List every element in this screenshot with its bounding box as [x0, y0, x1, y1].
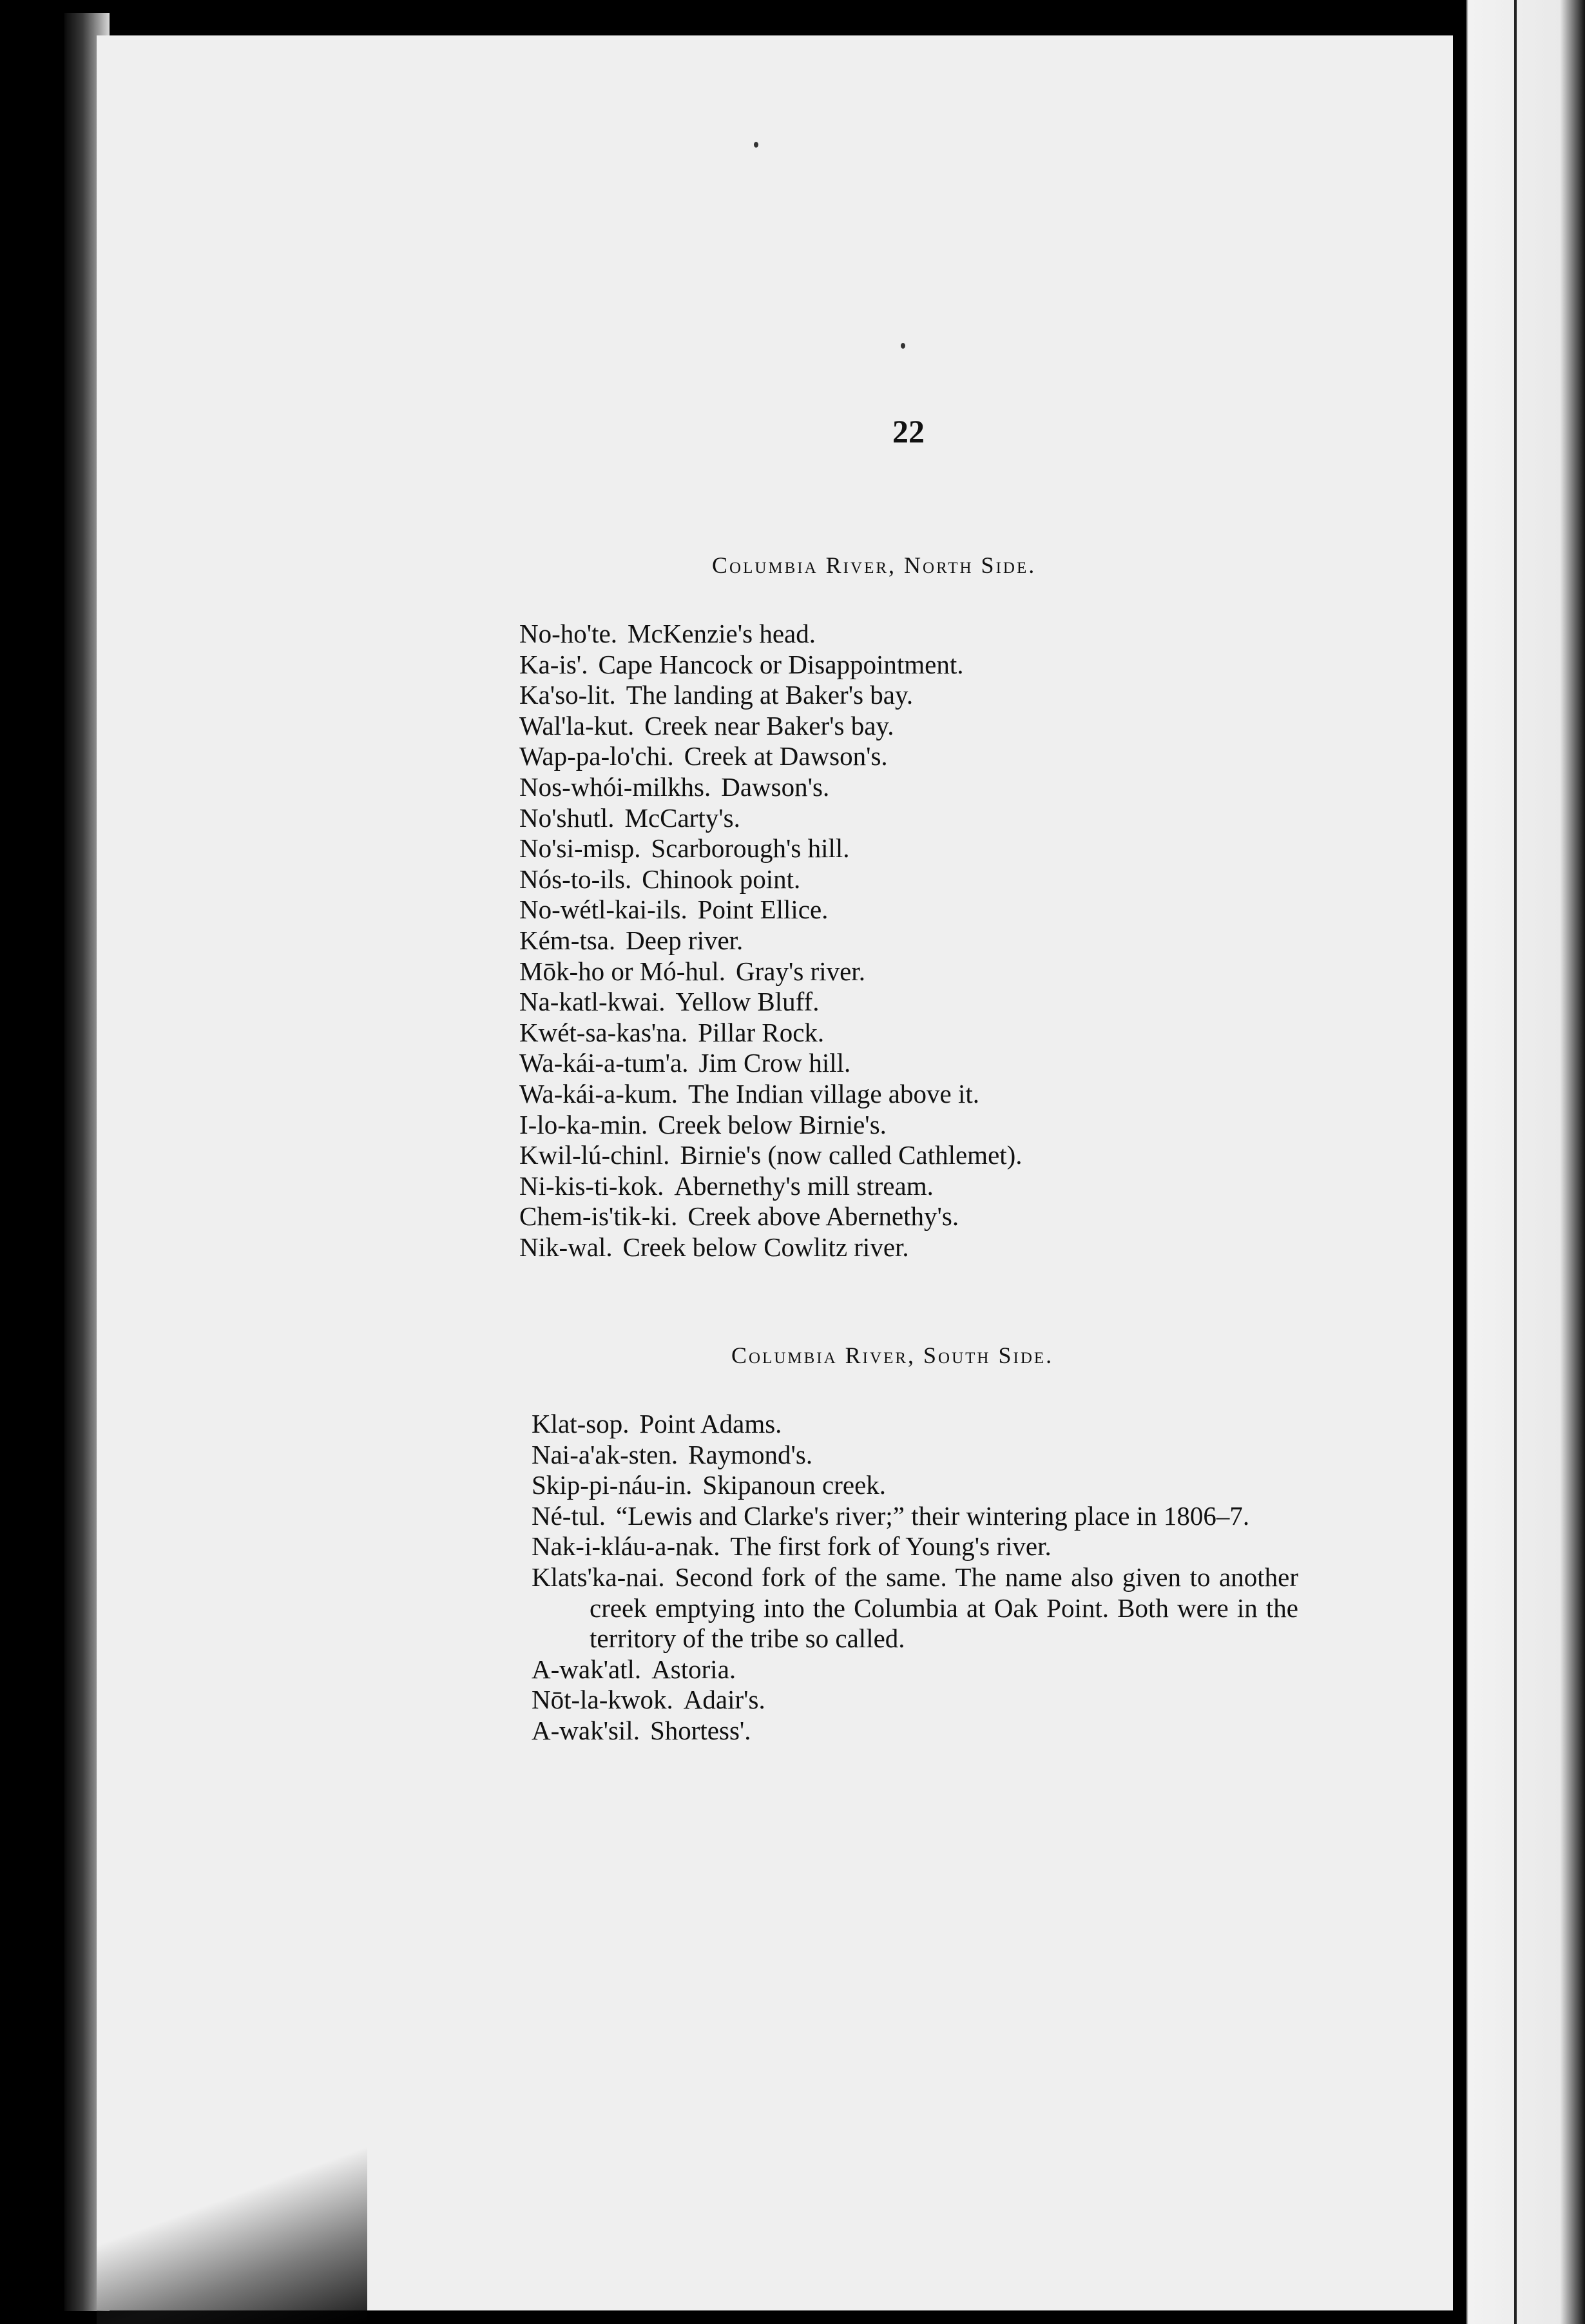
place-name-term: Nik-wal. [519, 1232, 613, 1262]
place-name-gloss: Astoria. [651, 1654, 736, 1684]
place-name-gloss: Point Adams. [639, 1409, 782, 1438]
place-name-entry [532, 1501, 1298, 1532]
place-name-gloss: Scarborough's hill. [651, 833, 850, 864]
place-name-entry [532, 1562, 1298, 1654]
place-name-entry [532, 1470, 1298, 1501]
place-name-term: Ka'so-lit. [519, 680, 616, 710]
place-name-term: Nōt-la-kwok. [532, 1685, 673, 1715]
place-name-entry [532, 1440, 1298, 1471]
place-name-gloss: Yellow Bluff. [675, 987, 820, 1017]
place-name-gloss: Creek above Abernethy's. [687, 1201, 959, 1232]
place-name-entry [519, 1018, 1023, 1049]
place-name-entry [519, 895, 1023, 925]
place-name-term: Nai-a'ak-sten. [532, 1439, 678, 1469]
place-name-term: Klats'ka-nai. [532, 1562, 665, 1592]
page-corner-fold [97, 2127, 367, 2324]
place-name-gloss: Chinook point. [642, 864, 801, 894]
place-name-entry [519, 803, 1023, 834]
place-name-gloss: Creek below Birnie's. [658, 1109, 887, 1139]
place-name-term: Klat-sop. [532, 1409, 629, 1438]
place-name-gloss: Birnie's (now called Cathlemet). [680, 1140, 1023, 1170]
place-name-term: Nos-whói-milkhs. [519, 771, 711, 802]
place-name-entry [519, 987, 1023, 1018]
place-name-term: Wa-kái-a-kum. [519, 1078, 678, 1109]
place-name-term: Wap-pa-lo'chi. [519, 741, 674, 771]
place-name-gloss: Dawson's. [721, 771, 830, 802]
place-name-gloss: Deep river. [626, 925, 744, 955]
place-name-term: Skip-pi-náu-in. [532, 1470, 693, 1500]
place-name-gloss: Creek below Cowlitz river. [622, 1232, 909, 1262]
place-name-term: A-wak'atl. [532, 1654, 642, 1684]
place-name-term: Wal'la-kut. [519, 710, 635, 741]
scan-speck [754, 142, 758, 148]
place-name-entry [519, 1048, 1023, 1079]
place-name-term: Mōk-ho or Mó-hul. [519, 956, 726, 986]
place-name-gloss: Creek near Baker's bay. [644, 710, 894, 741]
place-name-entry [519, 864, 1023, 895]
place-name-entry [532, 1654, 1298, 1685]
place-name-entry [519, 711, 1023, 742]
scan-speck [901, 343, 905, 349]
place-name-term: Kém-tsa. [519, 925, 616, 955]
place-name-entry [519, 1232, 1023, 1263]
place-name-entry [519, 956, 1023, 987]
place-name-entry [519, 741, 1023, 772]
place-name-term: No'shutl. [519, 802, 615, 833]
place-name-term: Ka-is'. [519, 649, 588, 679]
place-name-gloss: The Indian village above it. [688, 1078, 979, 1109]
place-name-term: Ni-kis-ti-kok. [519, 1170, 664, 1201]
place-name-term: No'si-misp. [519, 833, 641, 864]
place-name-gloss: Raymond's. [688, 1439, 813, 1469]
place-name-entry [532, 1685, 1298, 1716]
place-name-gloss: McCarty's. [624, 802, 740, 833]
north-side-list [519, 619, 1023, 1263]
place-name-entry [519, 1140, 1023, 1171]
place-name-entry [532, 1716, 1298, 1747]
place-name-gloss: Second fork of the same. The name also given to another creek emptying into the Columbia at Oak Point. Both were in the territory of the tribe so called. [590, 1562, 1298, 1654]
place-name-term: Nós-to-ils. [519, 864, 632, 894]
place-name-gloss: Skipanoun creek. [702, 1470, 887, 1500]
place-name-gloss: “Lewis and Clarke's river;” their wintering place in 1806–7. [616, 1500, 1250, 1531]
place-name-gloss: Abernethy's mill stream. [674, 1170, 934, 1201]
place-name-entry [519, 650, 1023, 681]
place-name-gloss: Cape Hancock or Disappointment. [598, 649, 964, 679]
section-heading-south: Columbia River, South Side. [731, 1342, 1054, 1368]
place-name-entry [532, 1531, 1298, 1562]
gutter-line [1514, 0, 1517, 2324]
place-name-gloss: Shortess'. [649, 1715, 751, 1745]
place-name-gloss: Creek at Dawson's. [684, 741, 888, 771]
place-name-term: Na-katl-kwai. [519, 987, 666, 1017]
place-name-term: No-wétl-kai-ils. [519, 895, 687, 925]
place-name-term: Kwil-lú-chinl. [519, 1140, 670, 1170]
place-name-gloss: The landing at Baker's bay. [626, 680, 914, 710]
place-name-gloss: Pillar Rock. [698, 1017, 825, 1047]
place-name-gloss: Jim Crow hill. [698, 1048, 851, 1078]
place-name-term: Nak-i-kláu-a-nak. [532, 1531, 720, 1562]
place-name-gloss: The first fork of Young's river. [730, 1531, 1052, 1562]
place-name-entry [519, 1171, 1023, 1202]
section-heading-north: Columbia River, North Side. [712, 552, 1037, 578]
place-name-entry [519, 680, 1023, 711]
south-side-list [532, 1409, 1298, 1747]
facing-page-edge [1459, 0, 1585, 2324]
place-name-entry [519, 772, 1023, 803]
place-name-term: Né-tul. [532, 1500, 606, 1531]
place-name-term: I-lo-ka-min. [519, 1109, 648, 1139]
place-name-term: A-wak'sil. [532, 1715, 640, 1745]
place-name-term: Wa-kái-a-tum'a. [519, 1048, 689, 1078]
page-number: 22 [892, 413, 925, 449]
place-name-gloss: Point Ellice. [697, 895, 829, 925]
place-name-entry [519, 619, 1023, 650]
place-name-term: Kwét-sa-kas'na. [519, 1017, 688, 1047]
place-name-entry [532, 1409, 1298, 1440]
place-name-term: Chem-is'tik-ki. [519, 1201, 678, 1232]
place-name-entry [519, 1110, 1023, 1141]
place-name-gloss: McKenzie's head. [628, 619, 816, 648]
place-name-term: No-ho'te. [519, 619, 617, 648]
place-name-gloss: Adair's. [683, 1685, 765, 1715]
place-name-gloss: Gray's river. [736, 956, 865, 986]
place-name-entry [519, 1201, 1023, 1232]
place-name-entry [519, 833, 1023, 864]
place-name-entry [519, 1079, 1023, 1110]
place-name-entry [519, 925, 1023, 956]
